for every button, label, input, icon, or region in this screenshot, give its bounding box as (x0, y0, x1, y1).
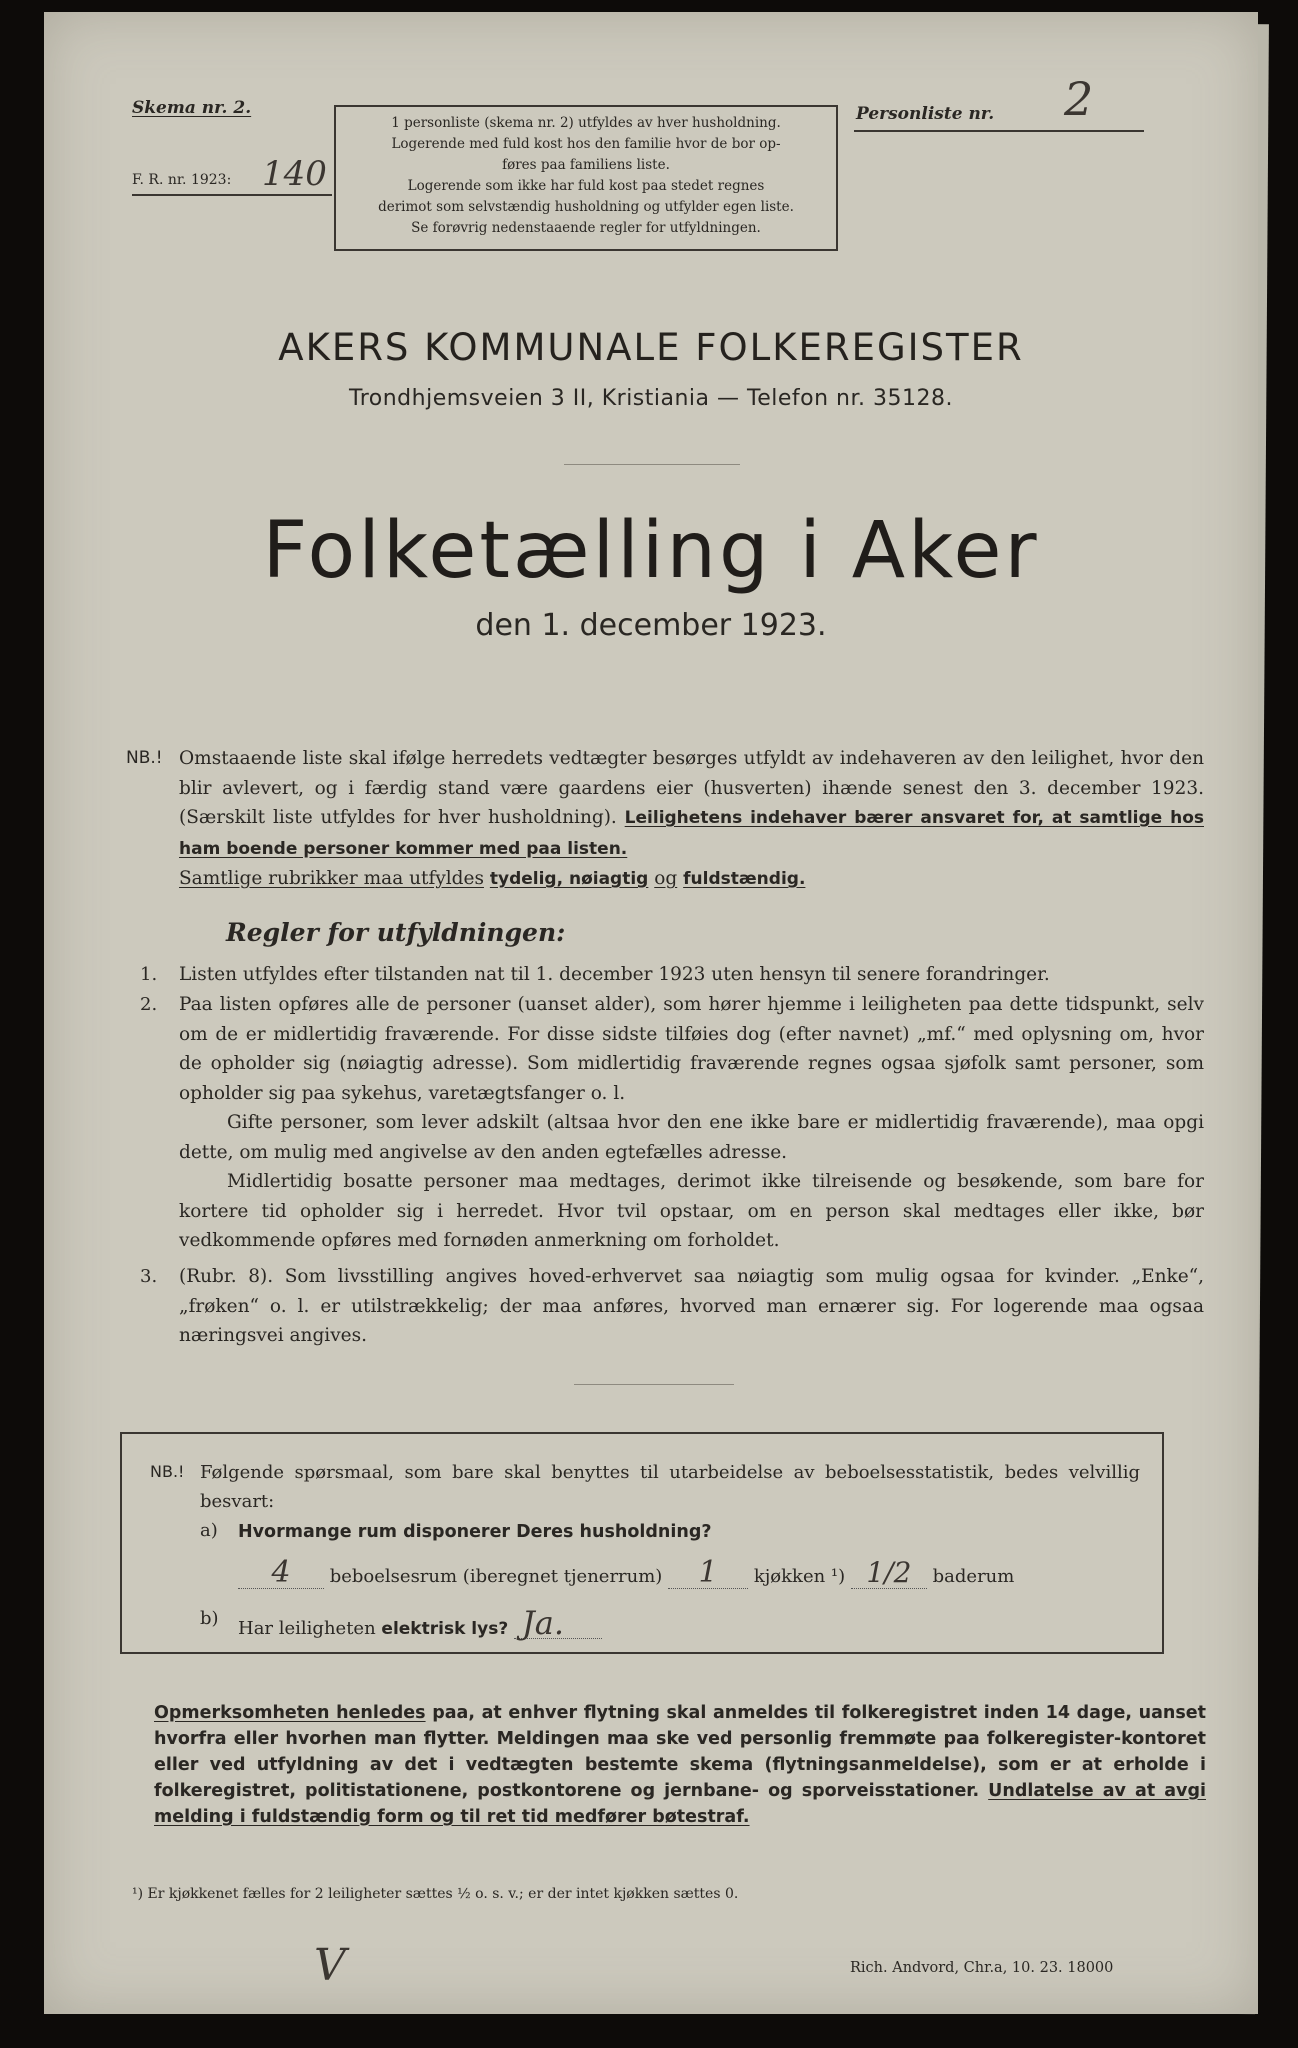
note-line: 1 personliste (skema nr. 2) utfyldes av hver husholdning. (391, 115, 781, 131)
rule-2-text (179, 990, 1204, 1256)
note-line: derimot som selvstændig husholdning og utfylder egen liste. (378, 199, 794, 215)
bath-label: baderum (932, 1566, 1015, 1587)
q-b-label: b) (200, 1608, 219, 1629)
rule-2-para-b: Gifte personer, som lever adskilt (altsaa hvor den ene ikke bare er midlertidig fraværende), maa opgi dette, om mulig med angivelse av den anden egtefælles adresse. (179, 1112, 1204, 1163)
nb-bold-2a: tydelig, nøiagtig (489, 869, 649, 889)
org-name: AKERS KOMMUNALE FOLKEREGISTER (278, 326, 1024, 369)
note-line: Se forøvrig nedenstaaende regler for utfyldningen. (411, 220, 761, 236)
printer-imprint: Rich. Andvord, Chr.a, 10. 23. 18000 (850, 1960, 1114, 1976)
rule-2-para-c: Midlertidig bosatte personer maa medtages, derimot ikke tilreisende og besøkende, som bare for kortere tid opholder sig i herredet. Hvor tvil opstaar, om en person skal medtages eller ikke, bør vedkommende opføres med fornøden anmerkning om forholdet. (179, 1171, 1204, 1251)
q-b (238, 1604, 602, 1642)
rule-3-number: 3. (140, 1266, 158, 1287)
divider (564, 464, 740, 465)
electric-light-answer: Ja. (514, 1608, 602, 1639)
rule-2-para-a: Paa listen opføres alle de personer (uanset alder), som hører hjemme i leiligheten paa dette tidspunkt, selv om de er midlertidig fraværende. For disse sidste tilføies dog (efter navnet) „mf.“ med oplysning om, hvor de opholder sig (nøiagtig adresse). Som midlertidig fraværende regnes ogsaa sjøfolk samt personer, som opholder sig paa sykehus, varetægtsfanger o. l. (179, 994, 1204, 1104)
nb2-label: NB.! (150, 1462, 185, 1481)
census-date: den 1. december 1923. (475, 608, 827, 643)
fr-value: 140 (262, 154, 327, 194)
divider (574, 1384, 734, 1385)
instruction-note-box (334, 105, 838, 251)
nb-text: Omstaaende liste skal ifølge herredets vedtægter besørges utfyldt av indehaveren av den leilighet, hvor den blir avlevert, og i færdig stand være gaardens eier (husverten) ihænde senest den 3. december 1923. (Særskilt liste utfyldes for hver husholdning). (179, 748, 1204, 828)
kitchen-value: 1 (668, 1558, 748, 1589)
rules-heading: Regler for utfyldningen: (226, 918, 566, 947)
nb-paragraph (179, 744, 1204, 895)
bath-value: 1/2 (851, 1558, 927, 1589)
q-b-question: Har leiligheten (238, 1618, 376, 1639)
nb2-intro: Følgende spørsmaal, som bare skal benyttes til utarbeidelse av beboelsesstatistik, bedes velvillig besvart: (200, 1462, 1140, 1512)
rooms-value: 4 (238, 1558, 324, 1589)
personliste-underline (854, 130, 1144, 132)
notice-text: paa, at enhver flytning skal anmeldes til folkeregistret inden 14 dage, uanset hvorfra eller hvorhen man flytter. Meldingen maa ske ved personlig fremmøte paa folkeregister-kontoret eller ved utfyldning av det i vedtægten bestemte skema (flytningsanmeldelse), som er at erholde i folkeregistret, politistationene, postkontorene og jernbane- og sporveisstationer. (154, 1703, 1206, 1801)
q-a-answers (238, 1555, 1015, 1590)
personliste-label: Personliste nr. (856, 104, 995, 124)
q-a-question: Hvormange rum disponerer Deres husholdning? (238, 1522, 712, 1542)
footnote: ¹) Er kjøkkenet fælles for 2 leiligheter sættes ½ o. s. v.; er der intet kjøkken sættes 0. (132, 1886, 739, 1902)
rule-1-text: Listen utfyldes efter tilstanden nat til 1. december 1923 uten hensyn til senere forandringer. (179, 964, 1050, 985)
nb-og: og (654, 868, 678, 889)
rooms-label: beboelsesrum (iberegnet tjenerrum) (329, 1566, 663, 1587)
q-a-label: a) (200, 1520, 218, 1541)
skema-number: Skema nr. 2. (132, 98, 252, 118)
nb-bold-2b: fuldstændig. (683, 869, 806, 889)
document-title: Folketælling i Aker (262, 506, 1040, 596)
kitchen-label: kjøkken ¹) (753, 1566, 846, 1587)
fr-label: F. R. nr. 1923: (132, 172, 232, 188)
nb-text-2: Samtlige rubrikker maa utfyldes (179, 868, 484, 889)
notice-tail: Undlatelse av at avgi melding i fuldstændig form og til ret tid medfører bøtestraf. (154, 1781, 1206, 1827)
note-line: Logerende som ikke har fuld kost paa stedet regnes (407, 178, 765, 194)
housing-statistics-box (120, 1432, 1164, 1654)
nb-bold-responsibility: Leilighetens indehaver bærer ansvaret for, at samtlige hos ham boende personer kommer med paa listen. (179, 808, 1204, 859)
moving-notice (154, 1700, 1206, 1830)
fr-underline (132, 194, 332, 196)
rule-2-number: 2. (140, 994, 158, 1015)
note-line: føres paa familiens liste. (502, 157, 670, 173)
note-line: Logerende med fuld kost hos den familie hvor de bor op- (391, 136, 781, 152)
q-b-question-bold: elektrisk lys? (381, 1619, 509, 1639)
nb-label: NB.! (126, 748, 163, 768)
check-mark: V (314, 1940, 346, 1991)
org-address: Trondhjemsveien 3 II, Kristiania — Telefon nr. 35128. (349, 386, 953, 411)
census-form-sheet (44, 12, 1258, 2014)
rule-1-number: 1. (140, 964, 158, 985)
notice-lead: Opmerksomheten henledes (154, 1703, 426, 1723)
rule-3-text: (Rubr. 8). Som livsstilling angives hoved-erhvervet saa nøiagtig som mulig ogsaa for kvinder. „Enke“, „frøken“ o. l. er utilstrækkelig; der maa anføres, hvorved man ernærer sig. For logerende maa ogsaa næringsvei angives. (179, 1266, 1204, 1346)
personliste-value: 2 (1064, 72, 1094, 126)
